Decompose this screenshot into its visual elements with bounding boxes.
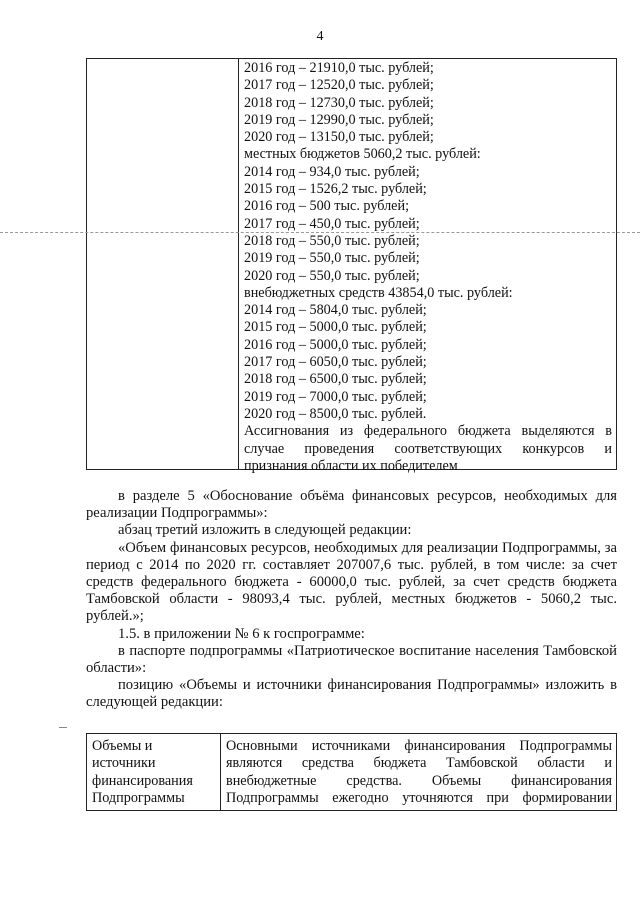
scan-dashed-line [0, 232, 640, 233]
funding-table-continuation [86, 58, 617, 474]
funding-note-line: Ассигнования из федерального бюджета выделяются в [244, 423, 612, 440]
description-line: Основными источниками финансирования Подпрограммы [226, 738, 612, 754]
funding-line: 2016 год – 21910,0 тыс. рублей; [244, 60, 434, 76]
table-column-divider [220, 734, 221, 810]
funding-line: 2016 год – 5000,0 тыс. рублей; [244, 336, 427, 353]
funding-line: внебюджетных средств 43854,0 тыс. рублей: [244, 284, 513, 301]
paragraph-section5: в разделе 5 «Обоснование объёма финансовых ресурсов, необходимых для реализации Подпрограммы»: [86, 488, 617, 522]
description-line: Подпрограммы ежегодно уточняются при формировании [226, 790, 612, 807]
description-cell [226, 738, 612, 808]
funding-note-line: случае проведения соответствующих конкурсов и [244, 440, 612, 457]
description-line: являются средства бюджета Тамбовской области и [226, 755, 612, 772]
funding-line: 2014 год – 934,0 тыс. рублей; [244, 163, 420, 180]
volumes-sources-table [86, 733, 617, 811]
funding-line: 2015 год – 5000,0 тыс. рублей; [244, 319, 427, 336]
funding-line: 2019 год – 550,0 тыс. рублей; [244, 250, 420, 267]
paragraph-passport: в паспорте подпрограммы «Патриотическое воспитание населения Тамбовской области»: [86, 642, 617, 677]
margin-mark [59, 727, 67, 728]
label-line: источники [92, 755, 156, 772]
funding-line: 2018 год – 12730,0 тыс. рублей; [244, 94, 434, 111]
label-line: Подпрограммы [92, 790, 185, 807]
page-number: 4 [316, 29, 324, 44]
description-line: внебюджетные средства. Объемы финансирования [226, 772, 612, 789]
funding-line: 2016 год – 500 тыс. рублей; [244, 198, 410, 215]
funding-line: 2015 год – 1526,2 тыс. рублей; [244, 181, 427, 198]
funding-line: 2020 год – 8500,0 тыс. рублей. [244, 405, 427, 422]
funding-line: местных бюджетов 5060,2 тыс. рублей: [244, 146, 481, 163]
funding-line: 2017 год – 6050,0 тыс. рублей; [244, 354, 427, 371]
funding-note-line: признания области их победителем [244, 457, 458, 474]
label-line: финансирования [92, 772, 193, 789]
paragraph-quote: «Объем финансовых ресурсов, необходимых для реализации Подпрограммы, за период с 2014 по 2020 гг. составляет 207007,6 тыс. рублей, в том числе: за счет средств федерального бюджета - 60000,0 тыс. рублей, за счет средств бюджета Тамбовской области - 98093,4 тыс. рублей, местных бюджетов - 5060,2 тыс. рублей.»; [86, 539, 617, 625]
paragraph-appendix: 1.5. в приложении № 6 к госпрограмме: [118, 625, 365, 642]
funding-line: 2020 год – 550,0 тыс. рублей; [244, 267, 420, 284]
funding-line: 2019 год – 12990,0 тыс. рублей; [244, 111, 434, 128]
label-cell [92, 738, 217, 808]
label-line: Объемы и [92, 738, 153, 754]
funding-line: 2020 год – 13150,0 тыс. рублей; [244, 129, 434, 146]
funding-line: 2017 год – 450,0 тыс. рублей; [244, 215, 420, 232]
document-body [86, 488, 617, 712]
paragraph-position: позицию «Объемы и источники финансирования Подпрограммы» изложить в следующей редакции: [86, 677, 617, 711]
table-column-divider [238, 59, 239, 469]
funding-line: 2018 год – 6500,0 тыс. рублей; [244, 371, 427, 388]
funding-line: 2018 год – 550,0 тыс. рублей; [244, 232, 420, 249]
paragraph-abzac: абзац третий изложить в следующей редакции: [118, 522, 412, 539]
funding-line: 2019 год – 7000,0 тыс. рублей; [244, 388, 427, 405]
funding-line: 2017 год – 12520,0 тыс. рублей; [244, 77, 434, 94]
funding-line: 2014 год – 5804,0 тыс. рублей; [244, 302, 427, 319]
funding-cell [244, 60, 612, 475]
